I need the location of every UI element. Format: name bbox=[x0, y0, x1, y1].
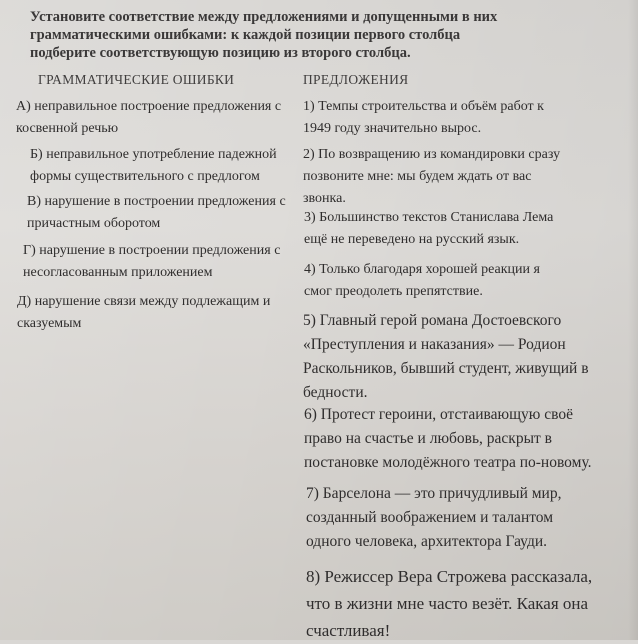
sentence-item-7 bbox=[306, 482, 606, 554]
error-item-b bbox=[30, 144, 320, 188]
error-item-d bbox=[17, 291, 307, 335]
sentence-line: 6) Протест героини, отстаивающую своё bbox=[304, 406, 573, 423]
sentence-item-2 bbox=[303, 144, 603, 210]
error-line: В) нарушение в построении предложения с bbox=[27, 194, 286, 209]
instruction-line: грамматическими ошибками: к каждой позиции первого столбца bbox=[30, 27, 461, 43]
sentences-column-title: ПРЕДЛОЖЕНИЯ bbox=[303, 72, 409, 87]
sentence-line: позвоните мне: мы будем ждать от вас bbox=[303, 169, 532, 184]
error-item-a bbox=[16, 96, 306, 140]
sentence-line: ещё не переведено на русский язык. bbox=[304, 232, 520, 247]
instruction-line: подберите соответствующую позицию из второго столбца. bbox=[30, 45, 411, 61]
sentence-item-1 bbox=[303, 96, 603, 140]
error-line: причастным оборотом bbox=[27, 216, 161, 231]
sentence-line: «Преступления и наказания» — Родион bbox=[303, 336, 566, 353]
sentence-line: право на счастье и любовь, раскрыт в bbox=[304, 430, 552, 447]
sentence-line: 4) Только благодаря хорошей реакции я bbox=[304, 262, 540, 277]
sentence-line: постановке молодёжного театра по-новому. bbox=[304, 454, 592, 471]
error-line: несогласованным приложением bbox=[23, 265, 213, 280]
instruction-line: Установите соответствие между предложениями и допущенными в них bbox=[30, 9, 498, 25]
error-item-g bbox=[23, 240, 313, 284]
sentence-item-5 bbox=[303, 309, 603, 405]
sentence-line: 5) Главный герой романа Достоевского bbox=[303, 312, 562, 329]
sentence-item-4 bbox=[304, 259, 604, 303]
sentence-line: 7) Барселона — это причудливый мир, bbox=[306, 485, 562, 502]
sentence-item-3 bbox=[304, 207, 604, 251]
sentence-line: что в жизни мне часто везёт. Какая она bbox=[306, 594, 589, 613]
sentence-line: 1) Темпы строительства и объём работ к bbox=[303, 99, 544, 114]
sentence-line: бедности. bbox=[303, 384, 368, 401]
error-line: формы существительного с предлогом bbox=[30, 169, 260, 184]
error-item-v bbox=[27, 191, 317, 235]
sentence-item-8 bbox=[306, 563, 626, 644]
error-line: А) неправильное построение предложения с bbox=[16, 99, 282, 114]
sentence-line: счастливая! bbox=[306, 621, 391, 640]
page-edge-shadow bbox=[628, 0, 638, 640]
errors-column-title: ГРАММАТИЧЕСКИЕ ОШИБКИ bbox=[38, 72, 235, 87]
sentence-line: 8) Режиссер Вера Строжева рассказала, bbox=[306, 567, 593, 586]
error-line: Г) нарушение в построении предложения с bbox=[23, 243, 281, 258]
error-line: Д) нарушение связи между подлежащим и bbox=[17, 294, 271, 309]
error-line: косвенной речью bbox=[16, 121, 119, 136]
error-line: сказуемым bbox=[17, 316, 82, 331]
sentence-line: Раскольников, бывший студент, живущий в bbox=[303, 360, 589, 377]
sentence-line: 1949 году значительно вырос. bbox=[303, 121, 482, 136]
sentence-line: звонка. bbox=[303, 191, 346, 206]
sentence-line: 3) Большинство текстов Станислава Лема bbox=[304, 210, 554, 225]
error-line: Б) неправильное употребление падежной bbox=[30, 147, 277, 162]
sentence-line: 2) По возвращению из командировки сразу bbox=[303, 147, 561, 162]
sentence-line: созданный воображением и талантом bbox=[306, 509, 554, 526]
sentence-line: смог преодолеть препятствие. bbox=[304, 284, 483, 299]
sentence-item-6 bbox=[304, 403, 609, 475]
sentence-line: одного человека, архитектора Гауди. bbox=[306, 533, 547, 550]
task-instruction bbox=[30, 8, 570, 62]
